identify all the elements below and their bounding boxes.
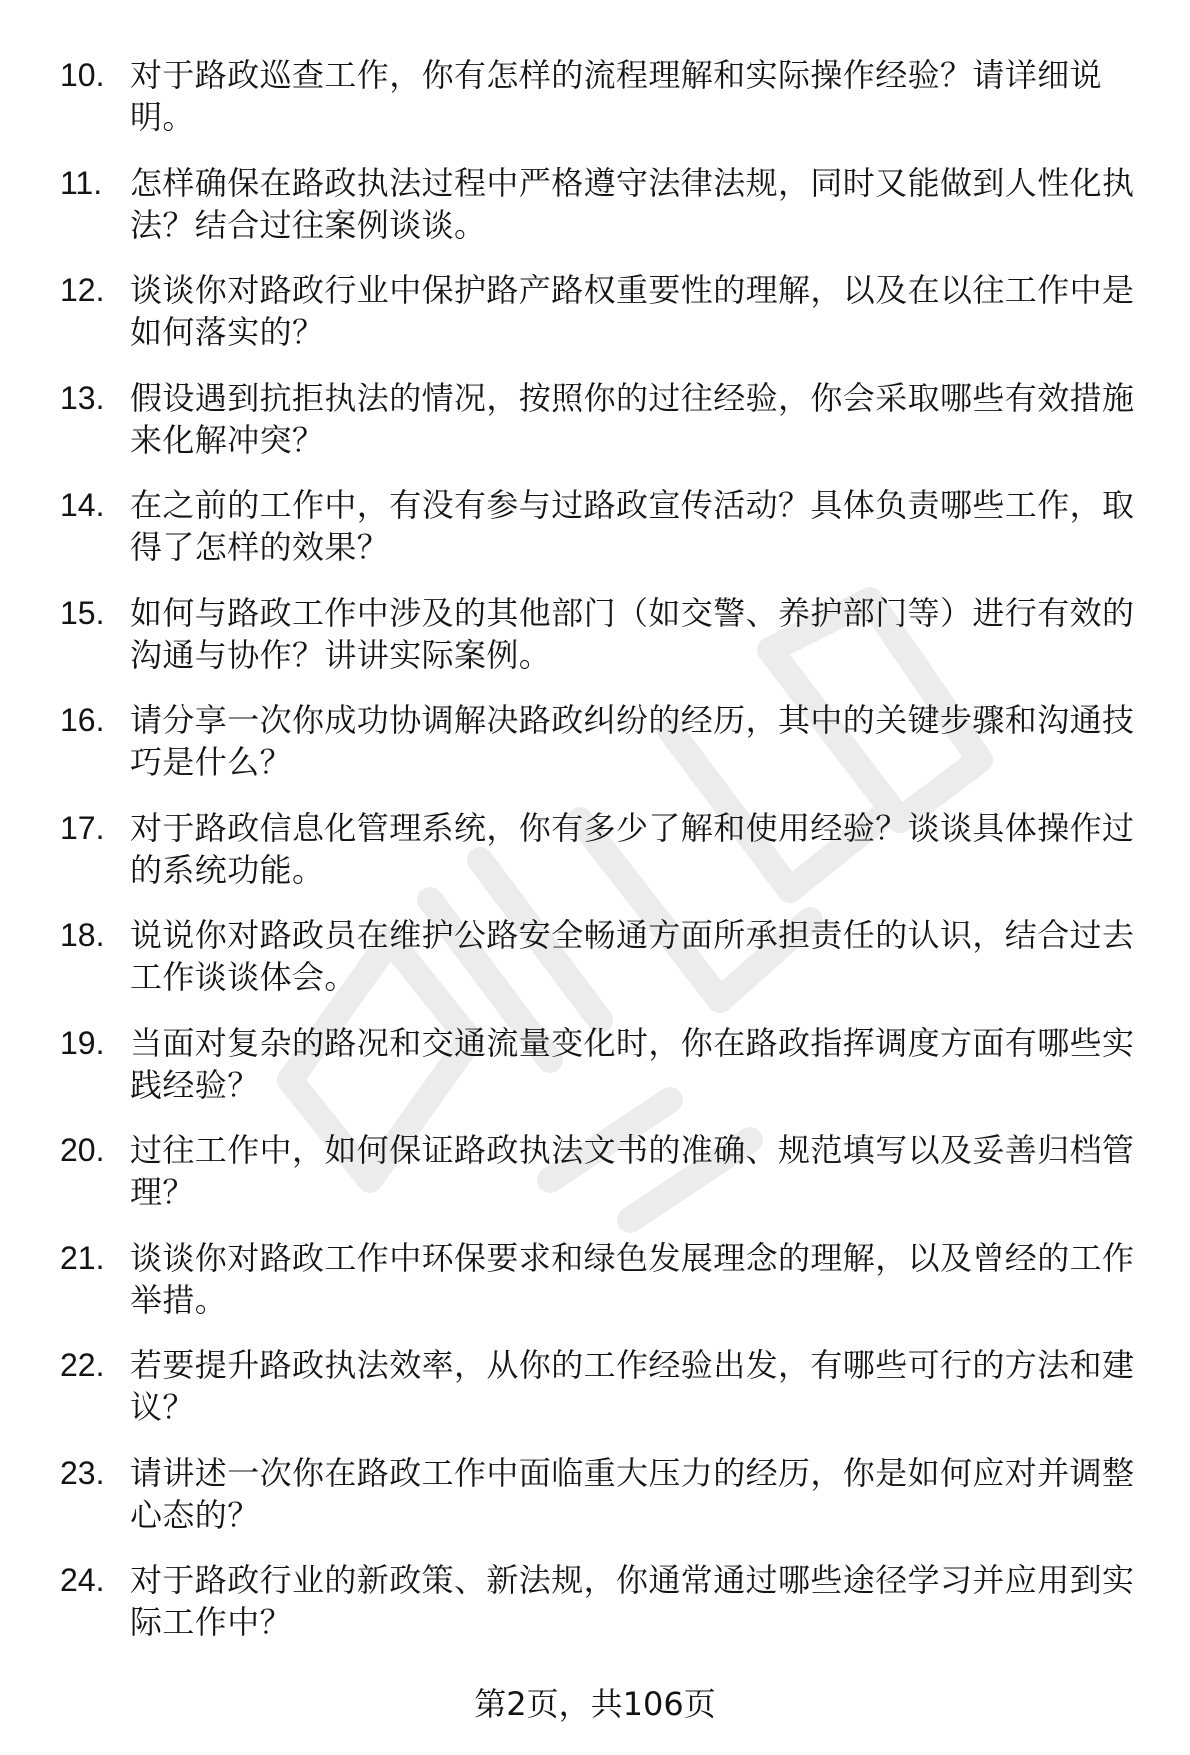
question-item — [60, 162, 1150, 270]
question-number: 23. — [60, 1454, 105, 1491]
question-number: 12. — [60, 272, 105, 308]
question-text: 对于路政信息化管理系统，你有多少了解和使用经验？谈谈具体操作过的系统功能。 — [130, 808, 1135, 889]
question-item — [60, 269, 1150, 377]
question-item — [60, 1559, 1150, 1667]
question-text: 当面对复杂的路况和交通流量变化时，你在路政指挥调度方面有哪些实践经验？ — [130, 1023, 1135, 1104]
question-list — [60, 54, 1150, 1667]
question-item — [60, 484, 1150, 592]
question-text: 请讲述一次你在路政工作中面临重大压力的经历，你是如何应对并调整心态的？ — [130, 1453, 1135, 1534]
question-number: 15. — [60, 594, 105, 631]
question-text: 如何与路政工作中涉及的其他部门（如交警、养护部门等）进行有效的沟通与协作？讲讲实际案例。 — [130, 593, 1135, 674]
question-number: 24. — [60, 1562, 105, 1598]
question-number: 22. — [60, 1347, 105, 1383]
question-text: 怎样确保在路政执法过程中严格遵守法律法规，同时又能做到人性化执法？结合过往案例谈谈。 — [130, 163, 1135, 244]
question-item — [60, 54, 1150, 162]
question-item — [60, 592, 1150, 700]
question-item — [60, 1237, 1150, 1345]
question-text: 请分享一次你成功协调解决路政纠纷的经历，其中的关键步骤和沟通技巧是什么？ — [130, 701, 1135, 781]
question-text: 过往工作中，如何保证路政执法文书的准确、规范填写以及妥善归档管理？ — [130, 1131, 1135, 1211]
question-number: 19. — [60, 1024, 105, 1061]
question-item — [60, 1022, 1150, 1130]
question-number: 16. — [60, 702, 105, 738]
question-text: 对于路政行业的新政策、新法规，你通常通过哪些途径学习并应用到实际工作中？ — [130, 1561, 1135, 1641]
question-number: 17. — [60, 809, 105, 846]
question-number: 18. — [60, 917, 105, 953]
question-text: 假设遇到抗拒执法的情况，按照你的过往经验，你会采取哪些有效措施来化解冲突？ — [130, 378, 1135, 459]
question-item — [60, 914, 1150, 1022]
question-number: 21. — [60, 1239, 105, 1276]
question-number: 10. — [60, 57, 105, 93]
question-item — [60, 699, 1150, 807]
question-number: 11. — [60, 164, 103, 201]
question-item — [60, 1452, 1150, 1560]
question-item — [60, 1129, 1150, 1237]
question-number: 20. — [60, 1132, 105, 1168]
question-text: 在之前的工作中，有没有参与过路政宣传活动？具体负责哪些工作，取得了怎样的效果？ — [130, 486, 1135, 566]
question-text: 谈谈你对路政工作中环保要求和绿色发展理念的理解，以及曾经的工作举措。 — [130, 1238, 1135, 1319]
question-number: 13. — [60, 379, 105, 416]
question-item — [60, 377, 1150, 485]
question-text: 谈谈你对路政行业中保护路产路权重要性的理解，以及在以往工作中是如何落实的？ — [130, 271, 1135, 351]
question-number: 14. — [60, 487, 105, 523]
question-item — [60, 1344, 1150, 1452]
question-text: 若要提升路政执法效率，从你的工作经验出发，有哪些可行的方法和建议？ — [130, 1346, 1135, 1426]
question-text: 说说你对路政员在维护公路安全畅通方面所承担责任的认识，结合过去工作谈谈体会。 — [130, 916, 1135, 996]
page-indicator: 第2页，共106页 — [474, 1685, 716, 1723]
question-text: 对于路政巡查工作，你有怎样的流程理解和实际操作经验？请详细说明。 — [130, 56, 1103, 136]
question-item — [60, 807, 1150, 915]
